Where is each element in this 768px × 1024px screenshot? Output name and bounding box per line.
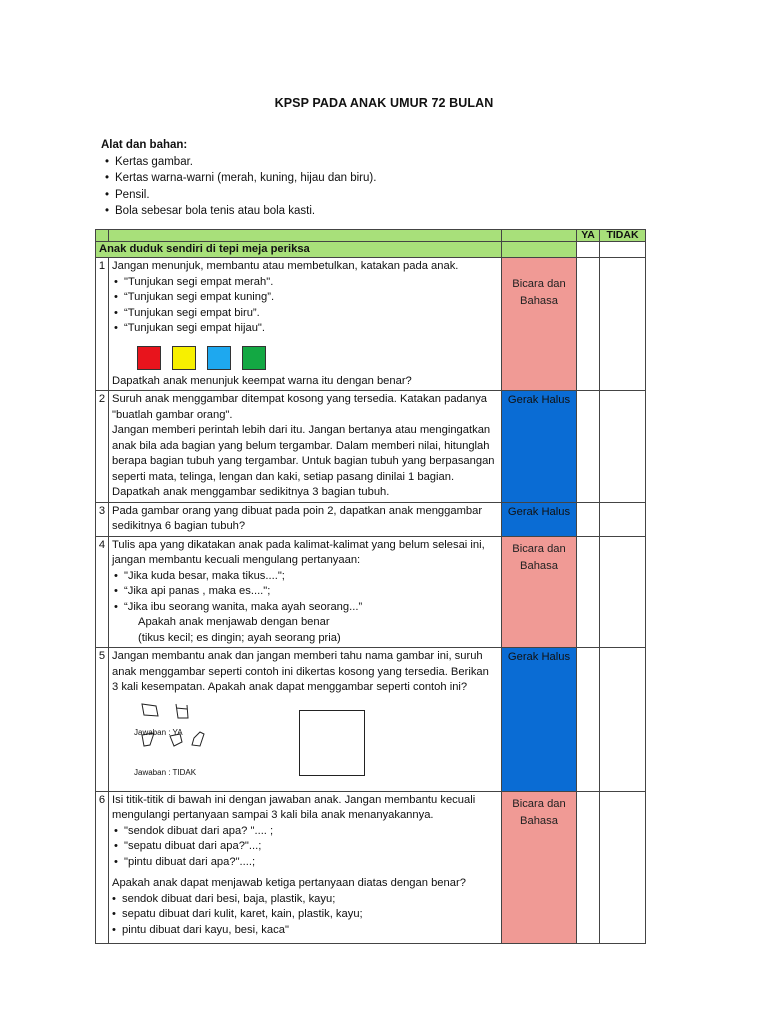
tidak-cell[interactable] <box>600 648 646 792</box>
table-row <box>96 536 646 648</box>
kpsp-table <box>95 229 646 944</box>
tidak-cell[interactable] <box>600 242 646 258</box>
answer-tidak-label: Jawaban : TIDAK <box>134 767 197 777</box>
domain-cell: Gerak Halus <box>502 391 577 503</box>
ya-cell[interactable] <box>577 502 600 536</box>
domain-cell: Gerak Halus <box>502 648 577 792</box>
question-text: Isi titik-titik di bawah ini dengan jawaban anak. Jangan membantu kecuali mengulangi pertanyaan sampai 3 kali bila anak menanyakannya. • "sendok dibuat dari apa? ".... ; • "sepatu dibuat dari apa?"...; • "pintu dibuat dari apa?"....; Apakah anak dapat menjawab ketiga pertanyaan diatas dengan benar? • sendok dibuat dari besi, baja, plastik, kayu; • sepatu dibuat dari kulit, karet, kain, plastik, kayu; • pintu dibuat dari kayu, besi, kaca" <box>109 791 502 943</box>
table-row <box>96 502 646 536</box>
row-number: 5 <box>96 648 109 792</box>
question-text: Pada gambar orang yang dibuat pada poin 2, dapatkan anak menggambar sedikitnya 6 bagian tubuh? <box>109 502 502 536</box>
col-ya: YA <box>577 230 600 242</box>
domain-cell: Bicara dan Bahasa <box>502 536 577 648</box>
question-text: Jangan membantu anak dan jangan memberi tahu nama gambar ini, suruh anak menggambar seperti contoh ini dikertas kosong yang tersedia. Berikan 3 kali kesempatan. Apakah anak dapat menggambar seperti contoh ini? Jawaban : YA Jawaban : TIDAK <box>109 648 502 792</box>
page-title: KPSP PADA ANAK UMUR 72 BULAN <box>274 96 494 110</box>
question-text: Suruh anak menggambar ditempat kosong yang tersedia. Katakan padanya "buatlah gambar orang". Jangan memberi perintah lebih dari itu. Jangan bertanya atau mengingatkan anak bila ada bagian yang belum tergambar. Dalam memberi nilai, hitunglah berapa bagian tubuh yang tergambar. Untuk bagian tubuh yang berpasangan seperti mata, telinga, lengan dan kaki, setiap pasang dinilai 1 bagian. Dapatkah anak menggambar sedikitnya 3 bagian tubuh. <box>109 391 502 503</box>
ya-cell[interactable] <box>577 242 600 258</box>
color-squares <box>137 346 498 370</box>
table-row <box>96 648 646 792</box>
materials-list <box>101 154 376 220</box>
domain-cell: Bicara dan Bahasa <box>502 258 577 391</box>
tidak-cell[interactable] <box>600 791 646 943</box>
tidak-cell[interactable] <box>600 502 646 536</box>
col-tidak: TIDAK <box>600 230 646 242</box>
question-text: Tulis apa yang dikatakan anak pada kalimat-kalimat yang belum selesai ini, jangan membantu kecuali mengulang pertanyaan: • "Jika kuda besar, maka tikus...."; • “Jika api panas , maka es...."; • “Jika ibu seorang wanita, maka ayah seorang...” Apakah anak menjawab dengan benar (tikus kecil; es dingin; ayah seorang pria) <box>109 536 502 648</box>
materials-heading: Alat dan bahan: <box>101 139 188 151</box>
domain-cell: Bicara dan Bahasa <box>502 791 577 943</box>
blue-square <box>207 346 231 370</box>
table-row <box>96 791 646 943</box>
drawing-box <box>299 710 365 776</box>
ya-cell[interactable] <box>577 258 600 391</box>
drawing-examples <box>112 698 498 790</box>
tidak-cell[interactable] <box>600 258 646 391</box>
domain-cell: Gerak Halus <box>502 502 577 536</box>
section-row <box>96 242 646 258</box>
ya-cell[interactable] <box>577 648 600 792</box>
row-number: 3 <box>96 502 109 536</box>
ya-cell[interactable] <box>577 536 600 648</box>
ya-cell[interactable] <box>577 391 600 503</box>
red-square <box>137 346 161 370</box>
answer-ya-label: Jawaban : YA <box>134 727 183 737</box>
table-row <box>96 391 646 503</box>
row-number: 2 <box>96 391 109 503</box>
header-row <box>96 230 646 242</box>
yellow-square <box>172 346 196 370</box>
ya-cell[interactable] <box>577 791 600 943</box>
green-square <box>242 346 266 370</box>
question-text: Jangan menunjuk, membantu atau membetulkan, katakan pada anak. • "Tunjukan segi empat merah". • “Tunjukan segi empat kuning”. • “Tunjukan segi empat biru”. • “Tunjukan segi empat hijau". Dapatkah anak menunjuk keempat warna itu dengan benar? <box>109 258 502 391</box>
materials-section <box>101 137 376 220</box>
tidak-cell[interactable] <box>600 391 646 503</box>
row-number: 1 <box>96 258 109 391</box>
list-item: • Kertas gambar. <box>115 154 376 171</box>
table-row <box>96 258 646 391</box>
tidak-cell[interactable] <box>600 536 646 648</box>
row-number: 4 <box>96 536 109 648</box>
list-item: • Pensil. <box>115 187 376 204</box>
row-number: 6 <box>96 791 109 943</box>
list-item: • Bola sebesar bola tenis atau bola kasti. <box>115 203 376 220</box>
section-label: Anak duduk sendiri di tepi meja periksa <box>96 242 502 258</box>
list-item: • Kertas warna-warni (merah, kuning, hijau dan biru). <box>115 170 376 187</box>
